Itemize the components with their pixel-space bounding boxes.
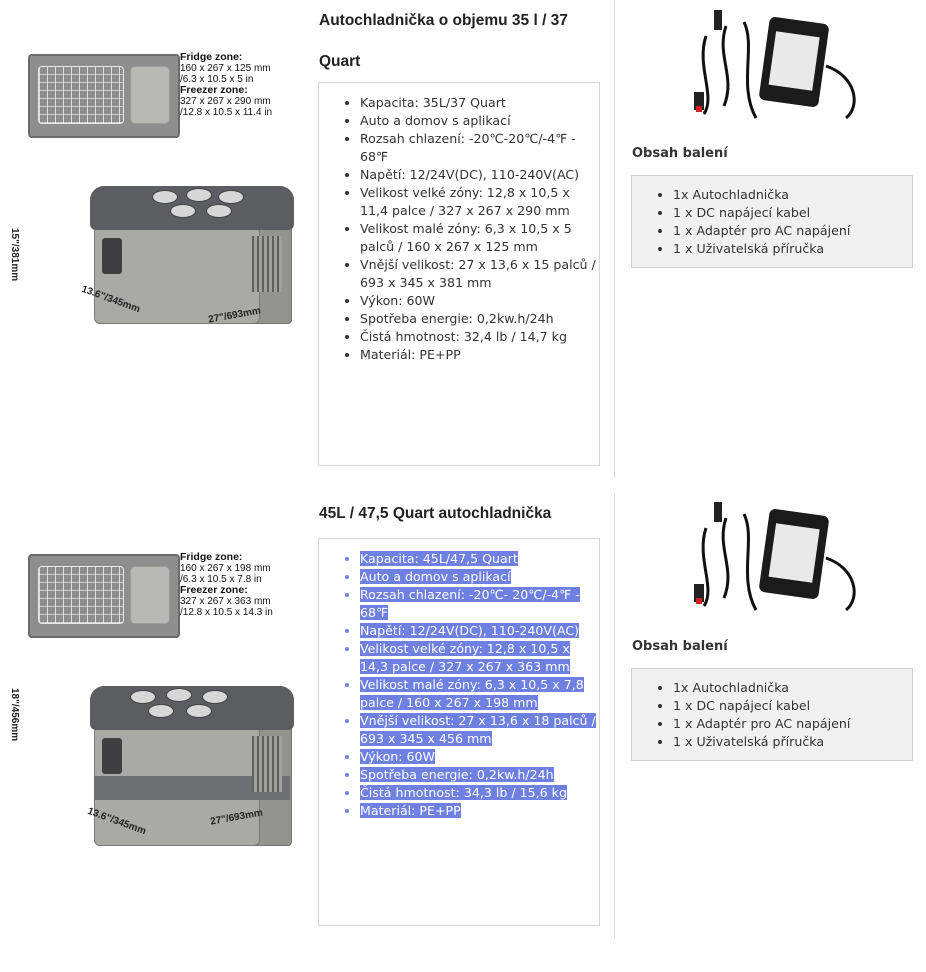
spec-box [318,538,600,926]
adapter-brick [758,16,829,108]
fridge-zone-line: /6.3 x 10.5 x 5 in [180,74,254,85]
spec-item: • Čistá hmotnost: 34,3 lb / 15,6 kg [360,784,599,802]
spec-list [319,83,599,364]
package-item: • 1x Autochladnička [673,186,912,204]
fridge-zone-line: /6.3 x 10.5 x 7.8 in [180,574,262,585]
spec-item: • Čistá hmotnost: 32,4 lb / 14,7 kg [360,328,599,346]
package-box [631,175,913,268]
package-item: • 1 x Uživatelská příručka [673,733,912,751]
freezer-zone-label: Freezer zone: [180,584,248,596]
interior-photo [28,54,180,138]
package-item: • 1 x Adaptér pro AC napájení [673,715,912,733]
spec-item: • Auto a domov s aplikací [360,568,599,586]
fridge-zone-label: Fridge zone: [180,51,243,63]
spec-item: • Velikost velké zóny: 12,8 x 10,5 x 14,3 palce / 327 x 267 x 363 mm [360,640,599,676]
spec-item: • Materiál: PE+PP [360,346,599,364]
freezer-zone-line: 327 x 267 x 290 mm [180,96,271,107]
spec-item: • Výkon: 60W [360,292,599,310]
wire-basket [38,566,124,624]
spec-item: • Napětí: 12/24V(DC), 110-240V(AC) [360,166,599,184]
spec-item: • Spotřeba energie: 0,2kw.h/24h [360,766,599,784]
width-dimension: 27"/693mm [207,305,262,326]
package-box [631,668,913,761]
freezer-zone-line: /12.8 x 10.5 x 11.4 in [180,107,273,118]
product-title: Autochladnička o objemu 35 l / 37 Quart [319,12,568,70]
spec-item: • Velikost malé zóny: 6,3 x 10,5 x 5 palců / 160 x 267 x 125 mm [360,220,599,256]
spec-item: • Velikost malé zóny: 6,3 x 10,5 x 7,8 palce / 160 x 267 x 198 mm [360,676,599,712]
column-divider [614,494,615,938]
power-adapter-image [686,6,866,124]
vent-grille [252,736,282,792]
control-panel [102,738,122,774]
product-35l [0,0,926,480]
package-heading: Obsah balení [632,639,728,654]
cooler-lid [90,686,294,730]
spec-item: • Kapacita: 35L/37 Quart [360,94,599,112]
package-list [632,176,912,258]
cooler-illustration [84,176,298,334]
product-title: 45L / 47,5 Quart autochladnička [319,505,552,522]
fridge-zone-line: 160 x 267 x 125 mm [180,63,271,74]
height-dimension: 15"/381mm [9,228,20,282]
cooler-lid [90,186,294,230]
spec-item: • Spotřeba energie: 0,2kw.h/24h [360,310,599,328]
freezer-tray [130,66,170,124]
spec-box [318,82,600,466]
product-45l [0,494,926,964]
spec-list [319,539,599,820]
spec-item: • Vnější velikost: 27 x 13,6 x 18 palců / 693 x 345 x 456 mm [360,712,599,748]
package-list [632,669,912,751]
product-image [9,48,310,348]
fridge-zone-label: Fridge zone: [180,551,243,563]
package-item: • 1x Autochladnička [673,679,912,697]
product-image [9,548,310,848]
package-item: • 1 x DC napájecí kabel [673,204,912,222]
zone-dimensions [180,52,310,118]
depth-dimension: 13.6"/345mm [79,283,142,316]
wire-basket [38,66,124,124]
spec-item: • Výkon: 60W [360,748,599,766]
column-divider [614,0,615,478]
spec-item: • Velikost velké zóny: 12,8 x 10,5 x 11,4 palce / 327 x 267 x 290 mm [360,184,599,220]
package-heading: Obsah balení [632,146,728,161]
freezer-zone-line: /12.8 x 10.5 x 14.3 in [180,607,273,618]
height-dimension: 18"/456mm [9,688,20,742]
spec-item: • Rozsah chlazení: -20℃- 20℃/-4℉ - 68℉ [360,586,599,622]
package-item: • 1 x Uživatelská příručka [673,240,912,258]
freezer-tray [130,566,170,624]
depth-dimension: 13.6"/345mm [85,805,148,838]
interior-photo [28,554,180,638]
zone-dimensions [180,552,310,618]
freezer-zone-line: 327 x 267 x 363 mm [180,596,271,607]
power-adapter-image [686,498,866,616]
spec-item: • Auto a domov s aplikací [360,112,599,130]
control-panel [102,238,122,274]
adapter-brick [758,508,829,600]
package-item: • 1 x DC napájecí kabel [673,697,912,715]
spec-item: • Napětí: 12/24V(DC), 110-240V(AC) [360,622,599,640]
spec-item: • Kapacita: 45L/47,5 Quart [360,550,599,568]
package-item: • 1 x Adaptér pro AC napájení [673,222,912,240]
spec-item: • Rozsah chlazení: -20℃-20℃/-4℉ - 68℉ [360,130,599,166]
vent-grille [252,236,282,292]
fridge-zone-line: 160 x 267 x 198 mm [180,563,271,574]
spec-item: • Vnější velikost: 27 x 13,6 x 15 palců / 693 x 345 x 381 mm [360,256,599,292]
spec-item: • Materiál: PE+PP [360,802,599,820]
width-dimension: 27"/693mm [209,807,264,828]
freezer-zone-label: Freezer zone: [180,84,248,96]
cooler-illustration [84,676,298,834]
